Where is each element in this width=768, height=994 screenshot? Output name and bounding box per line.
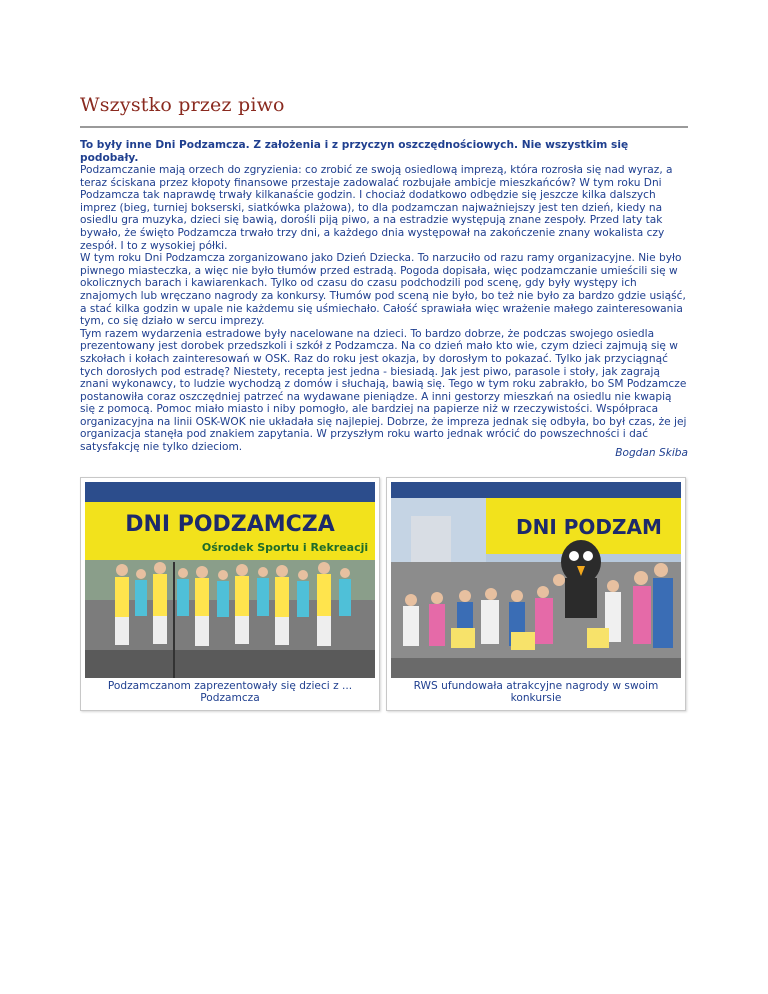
photo-children-dancing[interactable] (85, 482, 375, 678)
gallery-item[interactable] (80, 477, 380, 711)
paragraph: Tym razem wydarzenia estradowe były nacelowane na dzieci. To bardzo dobrze, że podczas swojego osiedla prezentowany jest dorobek przedszkoli i szkół z Podzamcza. Na co dzień mało kto wie, czym dzieci zajmują się w szkołach i kołach zainteresowań w OSK. Raz do roku jest okazja, by dorosłym to pokazać. Tylko jak przyciągnąć tych dorosłych pod estradę? Niestety, recepta jest jedna - biesiadą. Jak jest piwo, parasole i stoły, jak zagrają znani wykonawcy, to ludzie wychodzą z domów i słuchają, bawią się. Tego w tym roku zabrakło, bo SM Podzamcze postanowiła coraz oszczędniej patrzeć na wydawane pieniądze. A inni gestorzy mieszkań na osiedlu nie kwapią się z pomocą. Pomoc miało miasto i niby pomogło, ale bardziej na papierze niż w rzeczywistości. Współpraca organizacyjna na linii OSK-WOK nie układała się najlepiej. Dobrze, że impreza jednak się odbyła, bo był czas, że jej organizacja stanęła pod znakiem zapytania. W przyszłym roku warto jednak wrócić do powszechności i dać satysfakcję nie tylko dzieciom. (80, 327, 687, 454)
paragraph: Podzamczanie mają orzech do zgryzienia: co zrobić ze swoją osiedlową imprezą, która rozrosła się nad wyraz, a teraz ściskana przez kłopoty finansowe przestaje zadowalać rozbujałe ambicje mieszkańców? W tym roku Dni Podzamcza tak naprawdę trwały kilkanaście godzin. I chociaż dodatkowo odbędzie się jeszcze kilka dalszych imprez (bieg, turniej bokserski, siatkówka plażowa), to dla podzamczan najważniejszy jest ten dzień, kiedy na osiedlu gra muzyka, dzieci się bawią, dorośli piją piwo, a na estradzie występują znane zespoły. Przed laty tak bywało, że święto Podzamcza trwało trzy dni, a każdego dnia występował na zakończenie znany wokalista czy zespół. I to z wysokiej półki. (80, 164, 673, 252)
photo-caption: Podzamczanom zaprezentowały się dzieci z ... Podzamcza (107, 680, 353, 705)
photo-caption: RWS ufundowała atrakcyjne nagrody w swoim konkursie (413, 680, 659, 705)
sub-banner-text: Ośrodek Sportu i Rekreacji (201, 541, 369, 554)
banner-text: DNI PODZAM (516, 515, 662, 539)
photo-image (85, 482, 375, 678)
paragraph: W tym roku Dni Podzamcza zorganizowano jako Dzień Dziecka. To narzuciło od razu ramy organizacyjne. Nie było piwnego miasteczka, a więc nie było tłumów przed estradą. Pogoda dopisała, więc podzamczanie umieścili się w okolicznych barach i kawiarenkach. Tylko od czasu do czasu podchodzili pod scenę, gdy były występy ich znajomych lub wręczano nagrody za konkursy. Tłumów pod sceną nie było, bo też nie było za bardzo gdzie usiąść, a stać kilka godzin w upale nie każdemu się uśmiechało. Całość sprawiała więc wrażenie małego zainteresowania tym, co się działo w sercu imprezy. (80, 252, 686, 328)
gallery-item[interactable] (386, 477, 686, 711)
article-author: Bogdan Skiba (615, 447, 688, 459)
title-divider (80, 126, 688, 128)
photo-gallery (80, 477, 688, 711)
article-title: Wszystko przez piwo (80, 94, 285, 116)
photo-prize-winners[interactable] (391, 482, 681, 678)
banner-text: DNI PODZAMCZA (125, 512, 335, 537)
photo-image (391, 482, 681, 678)
mascot-figure (561, 540, 601, 618)
article-body (80, 164, 688, 454)
article-lead: To były inne Dni Podzamcza. Z założenia i z przyczyn oszczędnościowych. Nie wszystkim się podobały. (80, 139, 629, 164)
